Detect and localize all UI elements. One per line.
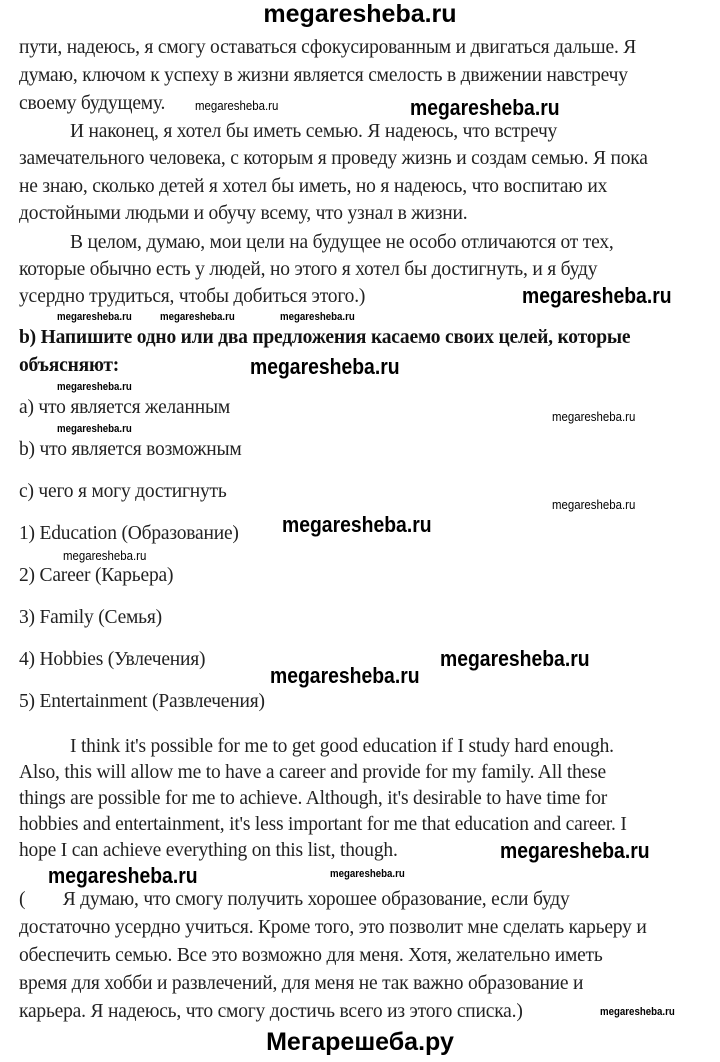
text-line: Also, this will allow me to have a career and provide for my family. All these xyxy=(19,762,606,783)
text-line: I think it's possible for me to get good education if I study hard enough. xyxy=(70,736,614,757)
text-line: ( Я думаю, что смогу получить хорошее образование, если буду xyxy=(19,889,570,910)
watermark: megaresheba.ru xyxy=(250,354,400,379)
text-line: hope I can achieve everything on this list, though. xyxy=(19,840,398,861)
site-header: megaresheba.ru xyxy=(263,0,457,28)
text-line: думаю, ключом к успеху в жизни является смелость в движении навстречу xyxy=(19,65,628,86)
text-line: И наконец, я хотел бы иметь семью. Я надеюсь, что встречу xyxy=(70,121,558,142)
text-line: things are possible for me to achieve. Although, it's desirable to have time for xyxy=(19,788,608,809)
text-line: обеспечить семью. Все это возможно для меня. Хотя, желательно иметь xyxy=(19,945,603,966)
goal-item: 1) Education (Образование) xyxy=(19,523,239,544)
text-line: не знаю, сколько детей я хотел бы иметь, но я надеюсь, что воспитаю их xyxy=(19,176,608,197)
watermark: megaresheba.ru xyxy=(440,646,590,671)
watermark: megaresheba.ru xyxy=(522,283,672,308)
watermark: megaresheba.ru xyxy=(410,95,560,120)
task-heading: объясняют: xyxy=(19,355,120,376)
watermark: megaresheba.ru xyxy=(48,863,198,888)
text-line: которые обычно есть у людей, но этого я хотел бы достигнуть, и я буду xyxy=(19,259,598,280)
site-footer: Мегарешеба.ру xyxy=(266,1028,454,1056)
watermark: megaresheba.ru xyxy=(195,98,279,113)
text-line: В целом, думаю, мои цели на будущее не особо отличаются от тех, xyxy=(70,232,614,253)
text-line: усердно трудиться, чтобы добиться этого.) xyxy=(19,286,366,307)
watermark: megaresheba.ru xyxy=(330,868,405,880)
text-line: пути, надеюсь, я смогу оставаться сфокусированным и двигаться дальше. Я xyxy=(19,37,637,58)
watermark: megaresheba.ru xyxy=(160,311,235,323)
text-line: достойными людьми и обучу всему, что узнал в жизни. xyxy=(19,203,468,224)
goal-item: 5) Entertainment (Развлечения) xyxy=(19,691,265,712)
task-heading: b) Напишите одно или два предложения касаемо своих целей, которые xyxy=(19,327,631,348)
text-line: карьера. Я надеюсь, что смогу достичь всего из этого списка.) xyxy=(19,1001,523,1022)
text-line: достаточно усердно учиться. Кроме того, это позволит мне сделать карьеру и xyxy=(19,917,647,938)
watermark: megaresheba.ru xyxy=(280,311,355,323)
goal-item: 4) Hobbies (Увлечения) xyxy=(19,649,206,670)
watermark: megaresheba.ru xyxy=(63,548,147,563)
goal-item: 3) Family (Семья) xyxy=(19,607,162,628)
watermark: megaresheba.ru xyxy=(270,663,420,688)
text-line: hobbies and entertainment, it's less important for me that education and career. I xyxy=(19,814,627,835)
task-option: a) что является желанным xyxy=(19,397,231,418)
watermark: megaresheba.ru xyxy=(57,381,132,393)
watermark: megaresheba.ru xyxy=(552,409,636,424)
task-option: c) чего я могу достигнуть xyxy=(19,481,227,502)
watermark: megaresheba.ru xyxy=(600,1006,675,1018)
text-line: время для хобби и развлечений, для меня не так важно образование и xyxy=(19,973,584,994)
task-option: b) что является возможным xyxy=(19,439,242,460)
watermark: megaresheba.ru xyxy=(500,838,650,863)
watermark: megaresheba.ru xyxy=(282,512,432,537)
text-line: своему будущему. xyxy=(19,93,166,114)
watermark: megaresheba.ru xyxy=(57,423,132,435)
goal-item: 2) Career (Карьера) xyxy=(19,565,174,586)
watermark: megaresheba.ru xyxy=(57,311,132,323)
text-line: замечательного человека, с которым я проведу жизнь и создам семью. Я пока xyxy=(19,148,648,169)
watermark: megaresheba.ru xyxy=(552,497,636,512)
